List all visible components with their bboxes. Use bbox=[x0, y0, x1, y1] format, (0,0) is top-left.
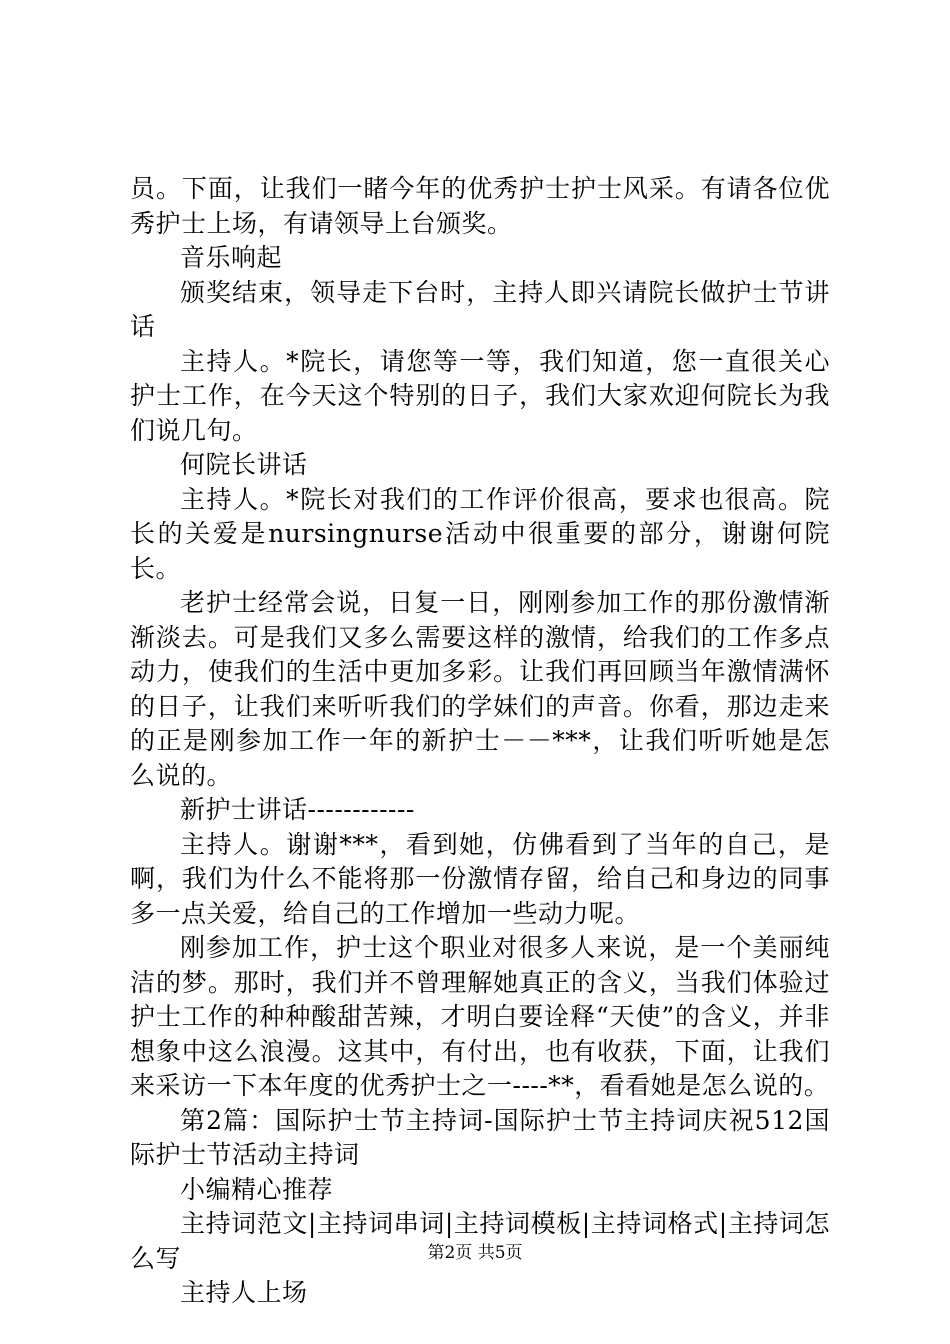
document-body bbox=[130, 172, 830, 1311]
paragraph: 音乐响起 bbox=[180, 243, 283, 272]
paragraph: 刚参加工作，护士这个职业对很多人来说，是一个美丽纯洁的梦。那时，我们并不曾理解她真正的含义，当我们体验过护士工作的种种酸甜苦辣，才明白要诠释“天使”的含义，并非想象中这么浪漫。这其中，有付出，也有收获，下面，让我们来采访一下本年度的优秀护士之一----**，看看她是怎么说的。 bbox=[130, 933, 830, 1100]
paragraph: 主持人。*院长，请您等一等，我们知道，您一直很关心护士工作，在今天这个特别的日子，我们大家欢迎何院长为我们说几句。 bbox=[130, 346, 830, 445]
paragraph: 颁奖结束，领导走下台时，主持人即兴请院长做护士节讲话 bbox=[130, 277, 830, 341]
page-footer: 第2页 共5页 bbox=[427, 1243, 523, 1263]
paragraph: 新护士讲话------------ bbox=[180, 795, 415, 824]
paragraph: 主持人。谢谢***，看到她，仿佛看到了当年的自己，是啊，我们为什么不能将那一份激情存留，给自己和身边的同事多一点关爱，给自己的工作增加一些动力呢。 bbox=[130, 829, 830, 928]
paragraph: 主持人上场 bbox=[180, 1278, 308, 1307]
paragraph: 员。下面，让我们一睹今年的优秀护士护士风采。有请各位优秀护士上场，有请领导上台颁奖。 bbox=[130, 174, 830, 238]
paragraph: 小编精心推荐 bbox=[180, 1174, 334, 1204]
section-heading: 第2篇：国际护士节主持词-国际护士节主持词庆祝512国际护士节活动主持词 bbox=[130, 1105, 830, 1169]
paragraph: 老护士经常会说，日复一日，刚刚参加工作的那份激情渐渐淡去。可是我们又多么需要这样的激情，给我们的工作多点动力，使我们的生活中更加多彩。让我们再回顾当年激情满怀的日子，让我们来听听我们的学妹们的声音。你看，那边走来的正是刚参加工作一年的新护士－－***，让我们听听她是怎么说的。 bbox=[130, 588, 830, 790]
paragraph: 主持人。*院长对我们的工作评价很高，要求也很高。院长的关爱是nursingnurse活动中很重要的部分，谢谢何院长。 bbox=[130, 484, 830, 583]
paragraph: 主持词范文|主持词串词|主持词模板|主持词格式|主持词怎么写 bbox=[130, 1209, 830, 1273]
paragraph: 何院长讲话 bbox=[180, 450, 308, 479]
